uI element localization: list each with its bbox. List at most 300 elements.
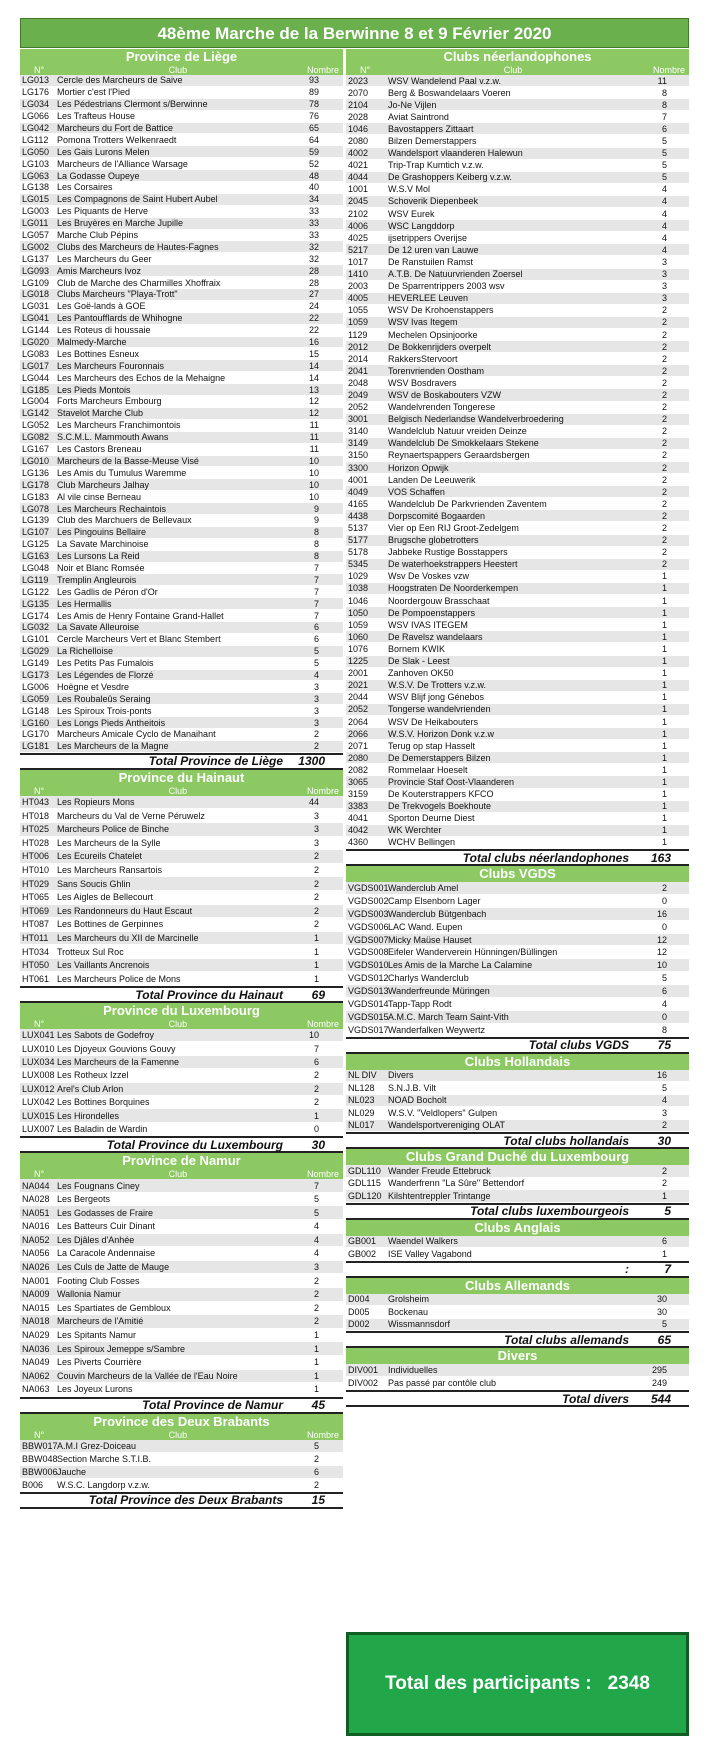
table-row	[346, 934, 689, 947]
club-name: Les Piquants de Herve	[57, 206, 149, 217]
club-count: 4	[661, 1095, 667, 1106]
club-name: Sporton Deurne Diest	[388, 813, 475, 824]
club-count: 2	[313, 741, 319, 752]
table-row	[20, 1261, 343, 1275]
header-code: N°	[34, 785, 45, 796]
club-count: 2	[313, 1083, 319, 1094]
club-code: 5345	[348, 559, 369, 570]
club-code: 2082	[348, 764, 369, 775]
table-row	[346, 281, 689, 293]
club-code: LUX041	[22, 1030, 55, 1041]
club-name: Bilzen Demerstappers	[388, 136, 477, 147]
club-name: Les Amis du Tumulus Waremme	[57, 467, 187, 478]
section-total	[20, 1136, 343, 1153]
club-count: 30	[656, 1294, 667, 1305]
club-count: 33	[308, 230, 319, 241]
table-row	[20, 444, 343, 456]
club-code: 2070	[348, 87, 369, 98]
club-name: Marcheurs Police de Binche	[57, 824, 170, 835]
table-row	[20, 634, 343, 646]
club-name: HEVERLEE Leuven	[388, 293, 469, 304]
club-code: LG185	[22, 384, 50, 395]
club-name: Les Gadlis de Péron d'Or	[57, 586, 158, 597]
club-name: Bornem KWIK	[388, 643, 446, 654]
club-name: Marcheurs de la Basse-Meuse Visé	[57, 455, 199, 466]
table-row	[346, 825, 689, 837]
club-name: WSV Wandelend Paal v.z.w.	[388, 75, 502, 86]
club-code: 1225	[348, 656, 369, 667]
table-row	[346, 571, 689, 583]
section-title: Clubs Anglais	[346, 1220, 689, 1236]
table-row	[346, 752, 689, 764]
club-code: LG041	[22, 313, 50, 324]
section-title: Province des Deux Brabants	[20, 1414, 343, 1430]
table-row	[20, 230, 343, 242]
table-row	[346, 498, 689, 510]
total-value: 1300	[298, 754, 325, 769]
club-code: LG178	[22, 479, 50, 490]
club-name: Wanderclub Amel	[388, 882, 459, 893]
club-count: 3	[313, 717, 319, 728]
table-row	[346, 87, 689, 99]
table-row	[346, 414, 689, 426]
club-count: 2	[661, 535, 667, 546]
club-code: 4049	[348, 486, 369, 497]
club-code: D004	[348, 1294, 370, 1305]
club-count: 13	[308, 384, 319, 395]
club-name: W.S.V. "Veldlopers" Gulpen	[388, 1107, 498, 1118]
club-count: 2	[313, 1453, 319, 1464]
club-name: Hoëgne et Vesdre	[57, 681, 130, 692]
table-row	[20, 610, 343, 622]
club-code: LG052	[22, 420, 50, 431]
club-name: Wandelclub De Parkvrienden Zaventem	[388, 498, 547, 509]
table-row	[20, 729, 343, 741]
club-code: HT006	[22, 851, 50, 862]
table-row	[346, 728, 689, 740]
club-code: HT029	[22, 878, 50, 889]
club-count: 5	[661, 148, 667, 159]
club-code: B006	[22, 1479, 44, 1490]
club-code: 4042	[348, 825, 369, 836]
table-row	[346, 680, 689, 692]
club-name: W.S.C. Langdorp v.z.w.	[57, 1479, 150, 1490]
table-row	[20, 515, 343, 527]
club-name: Les Compagnons de Saint Hubert Aubel	[57, 194, 218, 205]
club-code: LG004	[22, 396, 50, 407]
club-count: 4	[661, 184, 667, 195]
club-name: Torenvrienden Oostham	[388, 365, 485, 376]
club-code: HT010	[22, 865, 50, 876]
club-code: LG013	[22, 75, 50, 86]
section-total	[346, 849, 689, 866]
club-name: Club de Marche des Charmilles Xhoffraix	[57, 277, 221, 288]
club-count: 1	[313, 1343, 319, 1354]
club-count: 2	[313, 905, 319, 916]
table-row	[346, 196, 689, 208]
club-code: HT043	[22, 797, 50, 808]
club-name: Les Goë-lands à GOE	[57, 301, 146, 312]
club-name: Trotteux Sul Roc	[57, 946, 124, 957]
club-code: NL023	[348, 1095, 375, 1106]
table-row	[346, 704, 689, 716]
club-code: LG103	[22, 158, 50, 169]
table-row	[346, 740, 689, 752]
table-row	[346, 619, 689, 631]
club-count: 1	[661, 728, 667, 739]
club-name: Couvin Marcheurs de la Vallée de l'Eau Noire	[57, 1370, 238, 1381]
club-count: 2	[661, 547, 667, 558]
club-count: 2	[661, 523, 667, 534]
club-count: 6	[313, 622, 319, 633]
club-name: LAC Wand. Eupen	[388, 921, 463, 932]
table-row	[346, 921, 689, 934]
club-count: 1	[661, 716, 667, 727]
table-row	[346, 474, 689, 486]
club-code: 3150	[348, 450, 369, 461]
club-count: 2	[313, 1302, 319, 1313]
table-row	[20, 372, 343, 384]
grand-total-box	[346, 1632, 689, 1736]
table-row	[346, 1178, 689, 1191]
club-name: Wandelsport vlaanderen Halewun	[388, 148, 523, 159]
club-name: WCHV Bellingen	[388, 837, 456, 848]
club-code: LG148	[22, 705, 50, 716]
club-name: Les Baladin de Wardin	[57, 1124, 148, 1134]
club-code: 2023	[348, 75, 369, 86]
club-name: Eifeler Wanderverein Hünningen/Büllingen	[388, 947, 558, 958]
club-count: 12	[308, 408, 319, 419]
table-row	[20, 456, 343, 468]
club-code: LG107	[22, 527, 50, 538]
club-count: 2	[661, 486, 667, 497]
table-row	[20, 1288, 343, 1302]
club-count: 2	[661, 450, 667, 461]
club-name: La Caracole Andennaise	[57, 1248, 156, 1259]
club-code: HT028	[22, 837, 50, 848]
club-count: 0	[661, 921, 667, 932]
club-count: 78	[308, 99, 319, 110]
club-count: 3	[313, 824, 319, 835]
table-row	[20, 1056, 343, 1069]
club-name: Les Marcheurs de la Sylle	[57, 837, 161, 848]
club-count: 7	[313, 1043, 319, 1054]
club-code: LG082	[22, 432, 50, 443]
club-name: La Godasse Oupeye	[57, 170, 140, 181]
club-name: Wandelsportvereniging OLAT	[388, 1120, 506, 1131]
club-code: HT025	[22, 824, 50, 835]
club-code: 3300	[348, 462, 369, 473]
club-name: Les Marcheurs des Echos de la Mehaigne	[57, 372, 226, 383]
club-code: BBW006	[22, 1466, 58, 1477]
club-count: 2	[661, 510, 667, 521]
club-name: Clubs des Marcheurs de Hautes-Fagnes	[57, 241, 219, 252]
club-name: Charlys Wanderclub	[388, 973, 469, 984]
club-name: De Kouterstrappers KFCO	[388, 789, 494, 800]
table-row	[20, 741, 343, 753]
table-row	[346, 1070, 689, 1083]
total-label: Total Province de Liège	[148, 754, 283, 769]
total-label: Total clubs luxembourgeois	[470, 1204, 629, 1219]
club-code: LG042	[22, 123, 50, 133]
table-row	[20, 1466, 343, 1479]
table-row	[346, 111, 689, 123]
table-row	[20, 864, 343, 878]
club-name: Les Bottines Borquines	[57, 1097, 150, 1108]
club-name: Wander Freude Ettebruck	[388, 1165, 491, 1176]
club-count: 6	[661, 1236, 667, 1247]
table-row	[20, 1206, 343, 1220]
club-name: Wanderfreunde Müringen	[388, 986, 490, 997]
club-count: 2	[661, 462, 667, 473]
club-name: W.S.V Mol	[388, 184, 431, 195]
table-row	[20, 396, 343, 408]
club-name: Micky Maüse Hauset	[388, 934, 472, 945]
table-row	[346, 837, 689, 849]
table-row	[346, 353, 689, 365]
header-code: N°	[34, 1429, 45, 1440]
club-count: 8	[313, 539, 319, 550]
club-code: LG006	[22, 681, 50, 692]
table-row	[20, 646, 343, 658]
club-count: 2	[661, 377, 667, 388]
club-name: Les Spiroux Trois-ponts	[57, 705, 152, 716]
table-row	[20, 134, 343, 146]
club-name: Les Pieds Montois	[57, 384, 131, 395]
club-count: 59	[308, 146, 319, 157]
club-count: 2	[661, 498, 667, 509]
table-row	[20, 551, 343, 563]
club-count: 1	[661, 619, 667, 630]
club-code: 2045	[348, 196, 369, 207]
club-code: 3159	[348, 789, 369, 800]
table-row	[346, 1011, 689, 1024]
club-name: Les Culs de Jatte de Mauge	[57, 1262, 170, 1273]
club-code: LG136	[22, 467, 50, 478]
club-count: 2	[661, 882, 667, 893]
table-row	[20, 1234, 343, 1248]
table-row	[346, 631, 689, 643]
club-count: 5	[313, 1440, 319, 1451]
club-code: 2012	[348, 341, 369, 352]
table-row	[20, 1096, 343, 1109]
club-name: Tapp-Tapp Rodt	[388, 998, 452, 1009]
table-row	[20, 408, 343, 420]
club-count: 5	[661, 172, 667, 183]
club-code: NL128	[348, 1082, 375, 1093]
table-row	[346, 998, 689, 1011]
table-row	[20, 1247, 343, 1261]
club-count: 4	[661, 220, 667, 231]
header-number: Nombre	[306, 1429, 339, 1440]
club-count: 2	[313, 892, 319, 903]
column-headers	[20, 1430, 343, 1440]
club-name: Marcheurs du Fort de Battice	[57, 123, 174, 133]
club-code: 1038	[348, 583, 369, 594]
table-row	[20, 670, 343, 682]
club-name: Les Bottines de Gerpinnes	[57, 919, 164, 930]
club-code: NA029	[22, 1330, 50, 1341]
club-count: 2	[313, 1070, 319, 1081]
club-count: 7	[313, 610, 319, 621]
club-code: NL029	[348, 1107, 375, 1118]
club-code: 2066	[348, 728, 369, 739]
club-code: 1055	[348, 305, 369, 316]
section-total	[346, 1132, 689, 1149]
club-code: NA051	[22, 1207, 50, 1218]
club-code: 1060	[348, 631, 369, 642]
club-count: 1	[313, 1357, 319, 1368]
club-name: Jo-Ne Vijlen	[388, 99, 437, 110]
club-count: 0	[661, 1011, 667, 1022]
club-count: 1	[661, 583, 667, 594]
club-code: BBW017	[22, 1440, 58, 1451]
header-club: Club	[168, 1429, 188, 1440]
club-code: HT050	[22, 960, 50, 971]
club-count: 2	[661, 365, 667, 376]
club-name: Aviat Saintrond	[388, 111, 449, 122]
table-row	[20, 158, 343, 170]
grand-total-label: Total des participants :	[385, 1673, 592, 1694]
club-count: 1	[661, 740, 667, 751]
club-code: 4005	[348, 293, 369, 304]
club-name: Footing Club Fosses	[57, 1275, 140, 1286]
club-count: 2	[313, 1289, 319, 1300]
club-name: Marcheurs Amicale Cyclo de Manaihant	[57, 729, 216, 740]
section-total	[20, 1492, 343, 1509]
club-count: 2	[661, 329, 667, 340]
club-code: 2080	[348, 136, 369, 147]
club-name: WSC Langddorp	[388, 220, 455, 231]
club-name: Les Corsaires	[57, 182, 113, 193]
section-total	[20, 753, 343, 770]
club-count: 32	[308, 253, 319, 264]
total-value: 15	[311, 1493, 325, 1508]
table-row	[20, 905, 343, 919]
club-count: 1	[661, 825, 667, 836]
club-code: HT061	[22, 973, 50, 984]
table-row	[346, 985, 689, 998]
header-code: N°	[34, 1019, 45, 1030]
section-total	[20, 1397, 343, 1414]
club-count: 4	[661, 998, 667, 1009]
total-value: 69	[311, 987, 325, 1002]
club-count: 32	[308, 241, 319, 252]
table-row	[346, 450, 689, 462]
club-code: 1076	[348, 643, 369, 654]
club-count: 3	[313, 1262, 319, 1273]
club-code: LG142	[22, 408, 50, 419]
club-name: WK Werchter	[388, 825, 442, 836]
club-name: Marcheurs de l'Alliance Warsage	[57, 158, 188, 169]
club-count: 9	[313, 515, 319, 526]
club-code: 1046	[348, 123, 369, 134]
club-name: ijsetrippers Overijse	[388, 232, 468, 243]
club-name: Pomona Trotters Welkenraedt	[57, 134, 177, 145]
table-row	[20, 360, 343, 372]
club-name: Brugsche globetrotters	[388, 535, 479, 546]
club-count: 2	[313, 1275, 319, 1286]
table-row	[346, 305, 689, 317]
club-name: A.T.B. De Natuurvrienden Zoersel	[388, 269, 523, 280]
club-name: De Pompoenstappers	[388, 607, 476, 618]
club-name: Zanhoven OK50	[388, 668, 454, 679]
club-name: De Bokkenrijders overpelt	[388, 341, 492, 352]
club-count: 2	[661, 353, 667, 364]
club-count: 3	[313, 693, 319, 704]
club-count: 249	[651, 1378, 667, 1389]
table-row	[346, 426, 689, 438]
table-row	[20, 1179, 343, 1193]
club-count: 1	[661, 571, 667, 582]
club-name: Clubs Marcheurs "Playa-Trott"	[57, 289, 178, 300]
table-row	[20, 622, 343, 634]
club-count: 6	[313, 1057, 319, 1068]
club-name: Les Spiroux Jemeppe s/Sambre	[57, 1343, 186, 1354]
club-name: Section Marche S.T.I.B.	[57, 1453, 152, 1464]
club-name: Bockenau	[388, 1306, 429, 1317]
table-row	[346, 656, 689, 668]
table-row	[20, 527, 343, 539]
total-label: Total Province des Deux Brabants	[88, 1493, 283, 1508]
club-code: GDL110	[348, 1165, 381, 1176]
club-code: 4006	[348, 220, 369, 231]
club-name: WSV Bosdravers	[388, 377, 457, 388]
club-code: 2003	[348, 281, 369, 292]
header-code: N°	[360, 65, 371, 75]
club-code: 2049	[348, 389, 369, 400]
club-name: Les Marcheurs du Geer	[57, 253, 152, 264]
total-value: 75	[657, 1038, 671, 1053]
table-row	[346, 1364, 689, 1377]
club-code: 2052	[348, 704, 369, 715]
club-count: 1	[313, 960, 319, 971]
club-count: 6	[313, 1466, 319, 1477]
table-row	[346, 972, 689, 985]
club-count: 2	[661, 559, 667, 570]
club-count: 2	[661, 1178, 667, 1189]
table-row	[20, 586, 343, 598]
club-name: Les Vaillants Ancrenois	[57, 960, 150, 971]
table-row	[20, 87, 343, 99]
club-code: 2052	[348, 402, 369, 413]
table-row	[20, 467, 343, 479]
table-row	[346, 438, 689, 450]
table-row	[20, 337, 343, 349]
club-name: WSV Ivas Itegem	[388, 317, 458, 328]
club-code: VGDS002	[348, 895, 389, 906]
table-row	[20, 75, 343, 87]
table-row	[346, 692, 689, 704]
club-count: 12	[308, 396, 319, 407]
club-name: Club Marcheurs Jalhay	[57, 479, 150, 490]
club-count: 1	[661, 692, 667, 703]
club-code: LG149	[22, 658, 50, 669]
club-name: Les Castors Breneau	[57, 444, 142, 455]
total-label: Total divers	[562, 1391, 629, 1406]
table-row	[346, 160, 689, 172]
club-code: 4021	[348, 160, 369, 171]
club-name: Les Randonneurs du Haut Escaut	[57, 905, 193, 916]
table-row	[346, 184, 689, 196]
table-row	[20, 1440, 343, 1453]
club-name: Les Roubaleûs Seraing	[57, 693, 151, 704]
club-code: HT087	[22, 919, 50, 930]
club-name: Amis Marcheurs Ivoz	[57, 265, 142, 276]
club-count: 1	[313, 973, 319, 984]
club-count: 6	[661, 123, 667, 134]
club-name: RakkersStervoort	[388, 353, 458, 364]
